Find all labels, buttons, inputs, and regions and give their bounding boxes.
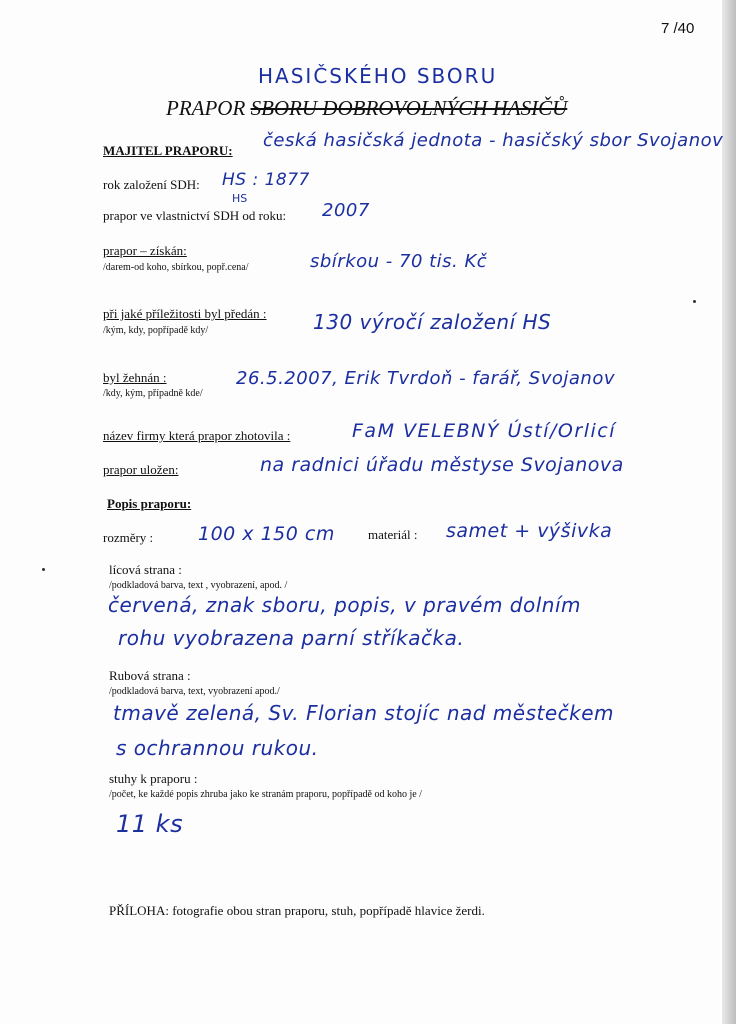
vlastnictvi-label: prapor ve vlastnictví SDH od roku: bbox=[103, 208, 287, 223]
scan-edge bbox=[722, 0, 736, 1024]
predan-sub: /kým, kdy, popřípadě kdy/ bbox=[103, 325, 209, 336]
rozmery-label: rozměry : bbox=[103, 530, 154, 545]
priloha-label: PŘÍLOHA bbox=[109, 903, 166, 918]
priloha bbox=[109, 903, 485, 919]
firma-label: název firmy která prapor zhotovila : bbox=[103, 428, 291, 443]
ziskan-label: prapor – získán: bbox=[103, 243, 187, 258]
title bbox=[166, 96, 567, 121]
rubova-line1: tmavě zelená, Sv. Florian stojíc nad městečkem bbox=[113, 701, 615, 725]
zehnan-value: 26.5.2007, Erik Tvrdoň - farář, Svojanov bbox=[236, 368, 615, 389]
title-prapor: PRAPOR bbox=[166, 96, 246, 120]
speck bbox=[693, 300, 696, 303]
stuhy-value: 11 ks bbox=[116, 810, 184, 838]
priloha-text: : fotografie obou stran praporu, stuh, popřípadě hlavice žerdi. bbox=[165, 903, 485, 918]
material-value: samet + výšivka bbox=[446, 520, 613, 542]
rubova-line2: s ochrannou rukou. bbox=[116, 736, 319, 760]
ulozen-value: na radnici úřadu městyse Svojanova bbox=[260, 454, 624, 476]
predan-label: při jaké příležitosti byl předán : bbox=[103, 306, 267, 321]
stuhy-label: stuhy k praporu : bbox=[109, 771, 198, 786]
ziskan-value: sbírkou - 70 tis. Kč bbox=[310, 251, 488, 272]
handwritten-title: HASIČSKÉHO SBORU bbox=[258, 64, 498, 88]
licova-sub: /podkladová barva, text , vyobrazení, apod. / bbox=[109, 580, 288, 591]
licova-label: lícová strana : bbox=[109, 562, 182, 577]
licova-line1: červená, znak sboru, popis, v pravém dolním bbox=[108, 593, 582, 617]
ziskan-sub: /darem-od koho, sbírkou, popř.cena/ bbox=[103, 262, 249, 273]
zehnan-sub: /kdy, kým, případně kde/ bbox=[103, 388, 203, 399]
licova-line2: rohu vyobrazena parní stříkačka. bbox=[118, 626, 465, 650]
rubova-label: Rubová strana : bbox=[109, 668, 191, 683]
vlastnictvi-value: 2007 bbox=[322, 200, 370, 221]
rok-value: HS : 1877 bbox=[222, 170, 310, 190]
rozmery-value: 100 x 150 cm bbox=[198, 523, 335, 545]
speck bbox=[42, 568, 45, 571]
ulozen-label: prapor uložen: bbox=[103, 462, 179, 477]
rok-label: rok založení SDH: bbox=[103, 177, 200, 192]
material-label: materiál : bbox=[368, 527, 418, 542]
stuhy-sub: /počet, ke každé popis zhruba jako ke stranám praporu, popřípadě od koho je / bbox=[109, 789, 422, 800]
vlastnictvi-mark: HS bbox=[232, 192, 248, 205]
firma-value: FaM VELEBNÝ Ústí/Orlicí bbox=[352, 420, 616, 442]
majitel-label: MAJITEL PRAPORU: bbox=[103, 143, 233, 158]
zehnan-label: byl žehnán : bbox=[103, 370, 167, 385]
page-number: 7 /40 bbox=[661, 20, 695, 37]
rubova-sub: /podkladová barva, text, vyobrazení apod./ bbox=[109, 686, 280, 697]
popis-heading: Popis praporu: bbox=[107, 496, 192, 511]
title-struck: SBORU DOBROVOLNÝCH HASIČŮ bbox=[250, 96, 568, 120]
predan-value: 130 výročí založení HS bbox=[313, 310, 552, 334]
majitel-value: česká hasičská jednota - hasičský sbor Svojanov bbox=[263, 130, 724, 151]
